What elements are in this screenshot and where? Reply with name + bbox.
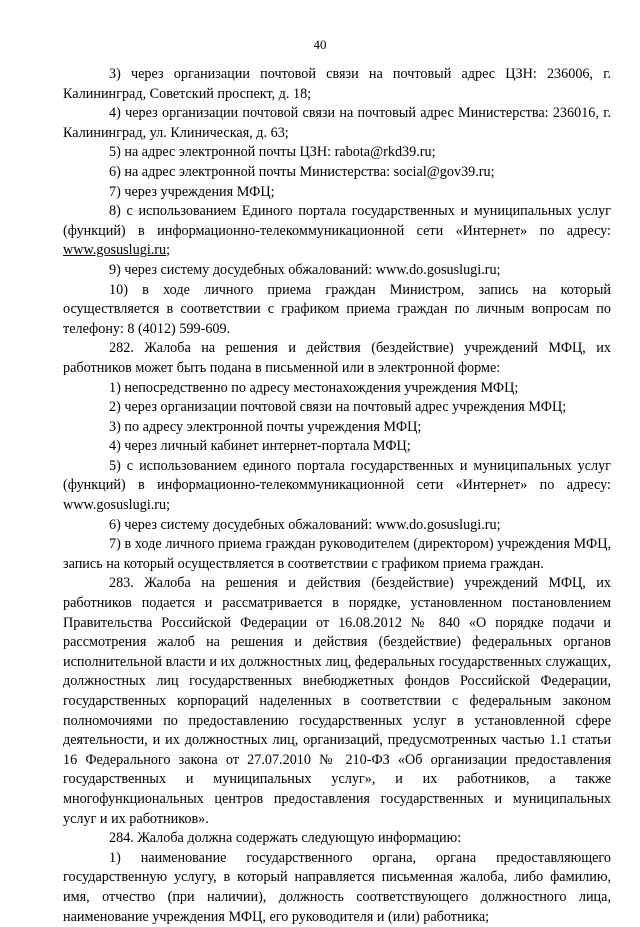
paragraph-item-3: 3) через организации почтовой связи на почтовый адрес ЦЗН: 236006, г. Калининград, Советский проспект, д. 18;	[63, 66, 611, 102]
paragraph-item-7: 7) через учреждения МФЦ;	[109, 183, 275, 200]
paragraph-item-8	[63, 202, 611, 261]
paragraph-283: 283. Жалоба на решения и действия (бездействие) учреждений МФЦ, их работников подается и рассматривается в порядке, установленном постановлением Правительства Российской Федерации от 16.08.2012 № 840 «О порядке подачи и рассмотрения жалоб на решения и действия (бездействие) федеральных органов исполнительной власти и их должностных лиц, федеральных государственных служащих, должностных лиц государственных внебюджетных фондов Российской Федерации, государственных корпораций наделенных в соответствии с федеральным законом полномочиями по предоставлению государственных услуг в установленной сфере деятельности, и их должностных лиц, организаций, предусмотренных частью 1.1 статьи 16 Федерального закона от 27.07.2010 № 210-ФЗ «Об организации предоставления государственных и муниципальных услуг», и их работников, а также многофункциональных центров предоставления государственных и муниципальных услуг и их работников».	[63, 575, 611, 827]
paragraph-284: 284. Жалоба должна содержать следующую информацию:	[109, 830, 462, 847]
paragraph-item-4: 4) через организации почтовой связи на почтовый адрес Министерства: 236016, г. Калининград, ул. Клиническая, д. 63;	[63, 105, 611, 141]
paragraph-item-8-text: 8) с использованием Единого портала государственных и муниципальных услуг (функций) в информационно-телекоммуникационной сети «Интернет» по адресу:	[63, 203, 611, 239]
paragraph-282-item-6: 6) через систему досудебных обжалований: www.do.gosuslugi.ru;	[109, 516, 501, 533]
paragraph-item-9: 9) через систему досудебных обжалований: www.do.gosuslugi.ru;	[109, 261, 501, 278]
paragraph-282-item-3: 3) по адресу электронной почты учреждения МФЦ;	[109, 418, 422, 435]
paragraph-282-item-1: 1) непосредственно по адресу местонахождения учреждения МФЦ;	[109, 379, 519, 396]
paragraph-282: 282. Жалоба на решения и действия (бездействие) учреждений МФЦ, их работников может быть подана в письменной или в электронной форме:	[63, 340, 611, 376]
paragraph-282-item-4: 4) через личный кабинет интернет-портала МФЦ;	[109, 438, 411, 455]
paragraph-item-10: 10) в ходе личного приема граждан Министром, запись на который осуществляется в соответствии с графиком приема граждан по личным вопросам по телефону: 8 (4012) 599-609.	[63, 281, 611, 337]
paragraph-item-8-tail: ;	[166, 242, 171, 259]
page-number: 40	[313, 37, 327, 52]
gosuslugi-link[interactable]: www.gosuslugi.ru	[63, 242, 167, 259]
paragraph-282-item-7: 7) в ходе личного приема граждан руководителем (директором) учреждения МФЦ, запись на который осуществляется в соответствии с графиком приема граждан.	[63, 536, 611, 572]
paragraph-284-item-1: 1) наименование государственного органа, органа предоставляющего государственную услугу, в который направляется письменная жалоба, либо фамилию, имя, отчество (при наличии), должность соответствующего должностного лица, наименование учреждения МФЦ, его руководителя и (или) работника;	[63, 849, 611, 925]
paragraph-item-6: 6) на адрес электронной почты Министерства: social@gov39.ru;	[109, 163, 495, 180]
document-body	[63, 65, 611, 927]
paragraph-282-item-5: 5) с использованием единого портала государственных и муниципальных услуг (функций) в информационно-телекоммуникационной сети «Интернет» по адресу: www.gosuslugi.ru;	[63, 457, 611, 514]
paragraph-item-5: 5) на адрес электронной почты ЦЗН: rabota@rkd39.ru;	[109, 144, 436, 161]
paragraph-282-item-2: 2) через организации почтовой связи на почтовый адрес учреждения МФЦ;	[109, 399, 567, 416]
